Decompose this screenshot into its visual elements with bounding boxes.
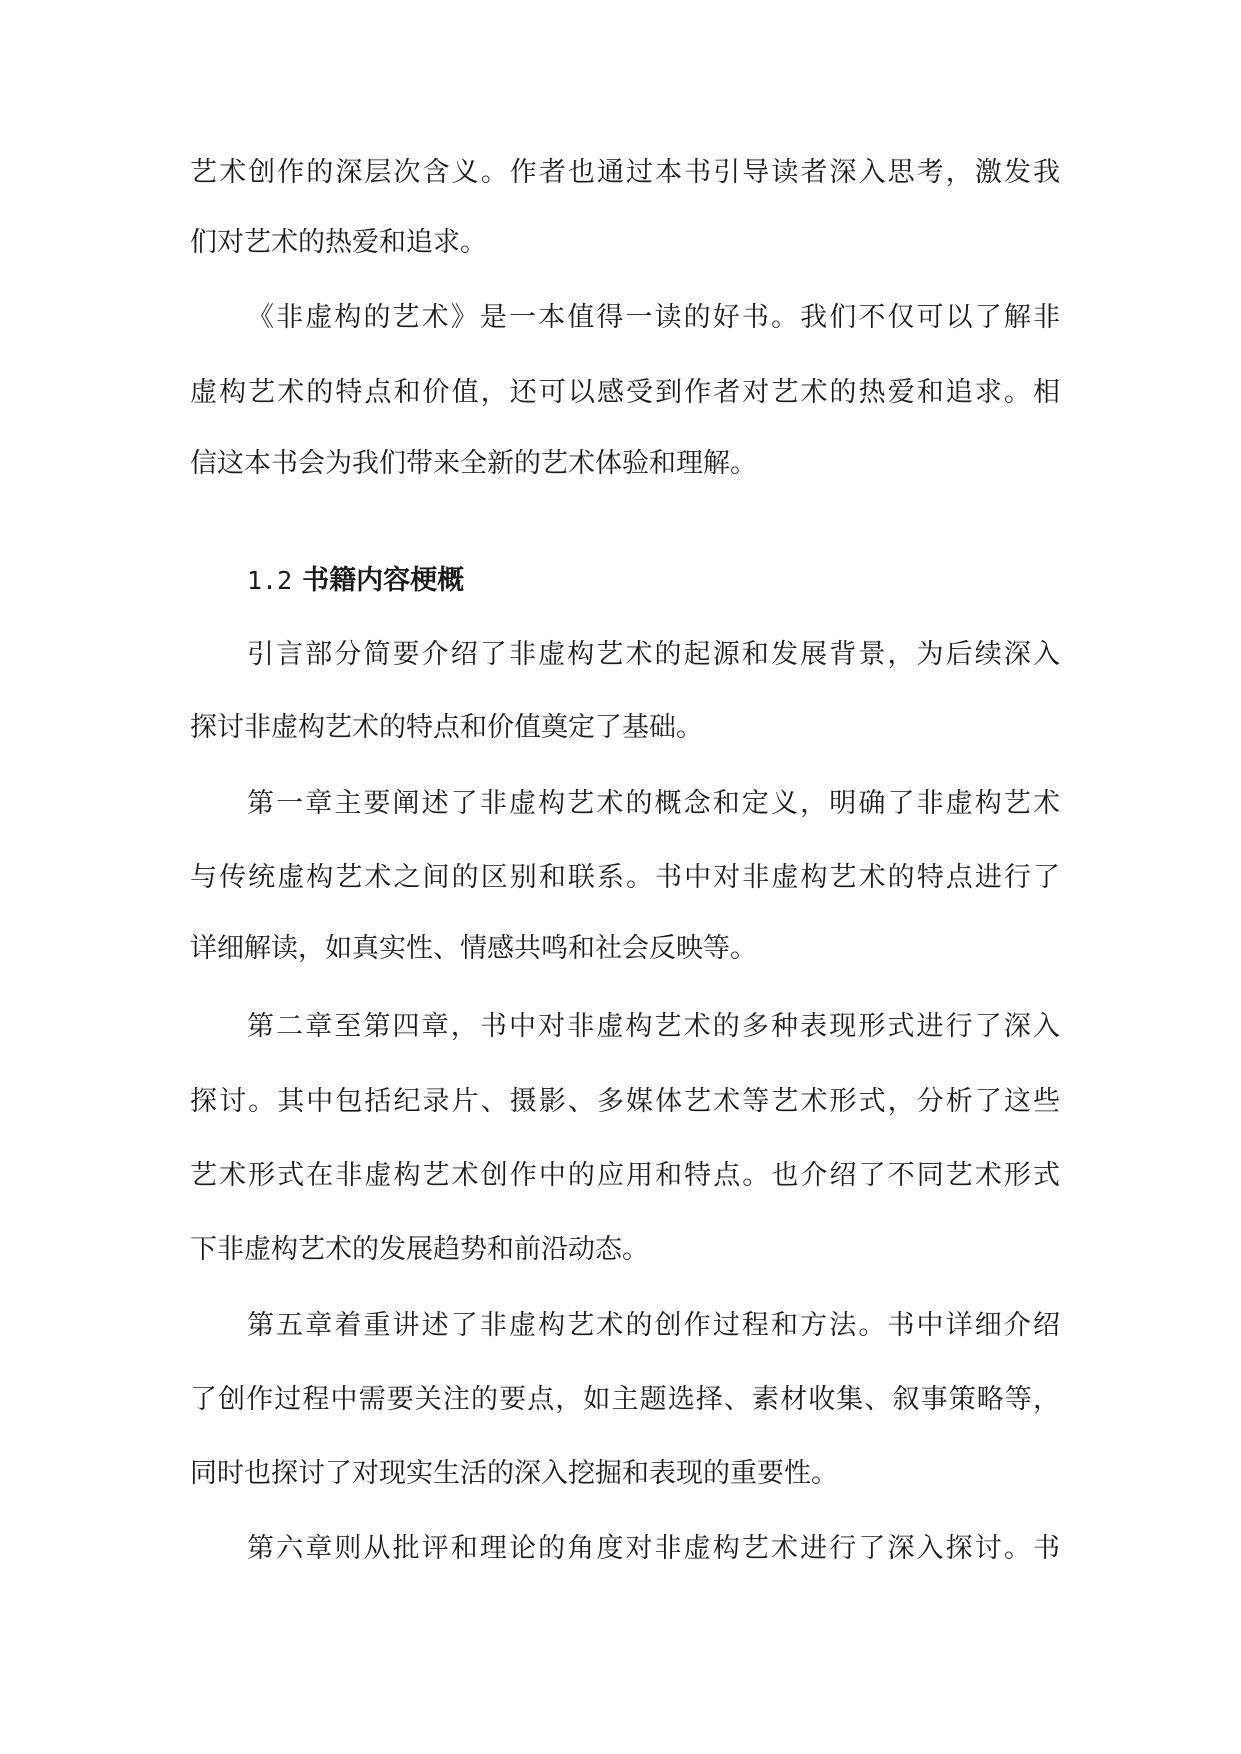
paragraph-7-line-1: 第六章则从批评和理论的角度对非虚构艺术进行了深入探讨。书 (247, 1533, 1060, 1564)
paragraph-2-line-2: 虚构艺术的特点和价值，还可以感受到作者对艺术的热爱和追求。相 (190, 377, 1060, 408)
paragraph-4-line-2: 与传统虚构艺术之间的区别和联系。书中对非虚构艺术的特点进行了 (190, 862, 1060, 893)
paragraph-5-line-1: 第二章至第四章，书中对非虚构艺术的多种表现形式进行了深入 (247, 1011, 1060, 1042)
paragraph-5-line-3: 艺术形式在非虚构艺术创作中的应用和特点。也介绍了不同艺术形式 (190, 1160, 1060, 1191)
section-title: 书籍内容梗概 (302, 565, 465, 596)
section-heading (247, 561, 464, 601)
paragraph-1-line-2: 们对艺术的热爱和追求。 (190, 227, 487, 258)
paragraph-1-line-1: 艺术创作的深层次含义。作者也通过本书引导读者深入思考，激发我 (190, 157, 1060, 188)
paragraph-2-line-1: 《非虚构的艺术》是一本值得一读的好书。我们不仅可以了解非 (247, 302, 1060, 333)
paragraph-6-line-1: 第五章着重讲述了非虚构艺术的创作过程和方法。书中详细介绍 (247, 1310, 1060, 1341)
paragraph-3-line-2: 探讨非虚构艺术的特点和价值奠定了基础。 (190, 712, 703, 743)
paragraph-5-line-4: 下非虚构艺术的发展趋势和前沿动态。 (190, 1234, 649, 1265)
section-number: 1.2 (247, 566, 293, 595)
paragraph-6-line-3: 同时也探讨了对现实生活的深入挖掘和表现的重要性。 (190, 1458, 838, 1489)
paragraph-6-line-2: 了创作过程中需要关注的要点，如主题选择、素材收集、叙事策略等， (190, 1384, 1060, 1415)
paragraph-4-line-3: 详细解读，如真实性、情感共鸣和社会反映等。 (190, 933, 757, 964)
paragraph-4-line-1: 第一章主要阐述了非虚构艺术的概念和定义，明确了非虚构艺术 (247, 788, 1060, 819)
paragraph-3-line-1: 引言部分简要介绍了非虚构艺术的起源和发展背景，为后续深入 (247, 639, 1060, 670)
paragraph-2-line-3: 信这本书会为我们带来全新的艺术体验和理解。 (190, 448, 757, 479)
paragraph-5-line-2: 探讨。其中包括纪录片、摄影、多媒体艺术等艺术形式，分析了这些 (190, 1086, 1060, 1117)
